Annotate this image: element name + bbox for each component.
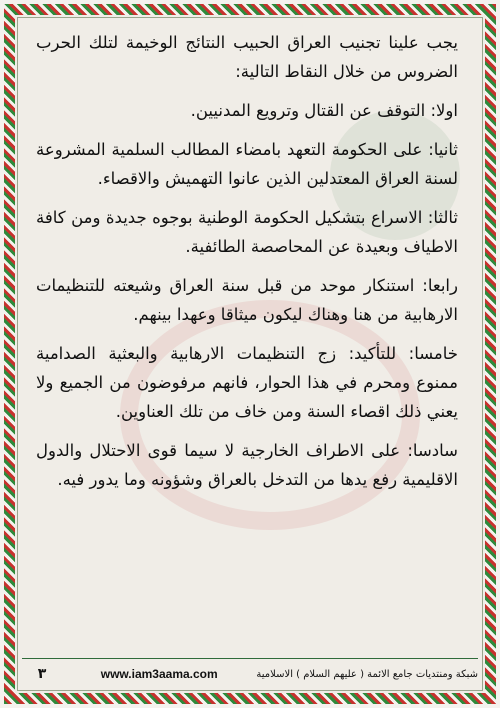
footer-divider — [22, 658, 478, 659]
paragraph-second-point: ثانيا: على الحكومة التعهد بامضاء المطالب السلمية المشروعة لسنة العراق المعتدلين الذين عانوا التهميش والاقصاء. — [36, 140, 458, 188]
paragraph-fifth-point: خامسا: للتأكيد: زج التنظيمات الارهابية والبعثية الصدامية ممنوع ومحرم في هذا الحوار، فانهم مرفوضون من الجميع ولا يعني ذلك اقصاء السنة ومن خاف من تلك العناوين. — [36, 344, 458, 421]
paragraph-fourth-point: رابعا: استنكار موحد من قبل سنة العراق وشيعته للتنظيمات الارهابية من هنا وهناك ليكون ميثاقا وعهدا بينهم. — [36, 276, 458, 324]
page-footer — [22, 662, 478, 686]
network-name: شبكة ومنتديات جامع الائمة ( عليهم السلام ) الاسلامية — [256, 668, 478, 680]
paragraph-intro: يجب علينا تجنيب العراق الحبيب النتائج الوخيمة لتلك الحرب الضروس من خلال النقاط التالية: — [36, 33, 458, 81]
paragraph-sixth-point: سادسا: على الاطراف الخارجية لا سيما قوى الاحتلال والدول الاقليمية رفع يدها من التدخل بالعراق وشؤونه وما يدور فيه. — [36, 441, 458, 489]
page-number: ٣ — [37, 666, 47, 682]
paragraph-third-point: ثالثا: الاسراع بتشكيل الحكومة الوطنية بوجوه جديدة ومن كافة الاطياف وبعيدة عن المحاصصة الطائفية. — [36, 208, 458, 256]
website-link[interactable]: www.iam3aama.com — [100, 667, 218, 681]
article-body — [36, 28, 458, 648]
paragraph-first-point: اولا: التوقف عن القتال وترويع المدنيين. — [190, 101, 458, 120]
